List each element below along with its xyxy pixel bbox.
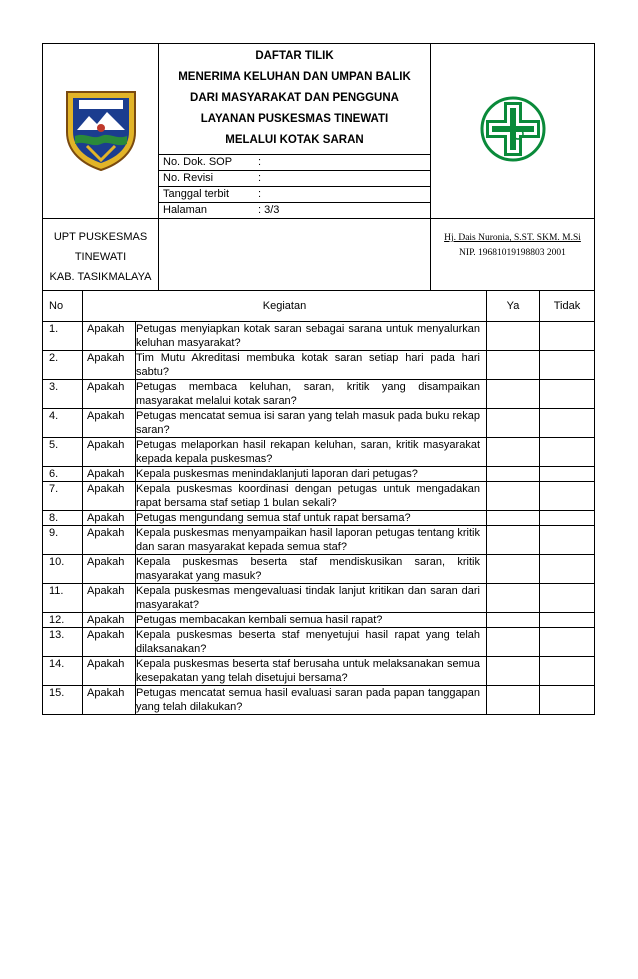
row-ya-checkbox[interactable]	[487, 482, 540, 511]
row-number: 2.	[43, 351, 83, 380]
row-tidak-checkbox[interactable]	[540, 584, 595, 613]
row-question-word: Apakah	[83, 380, 136, 409]
table-header-row	[43, 291, 595, 322]
row-ya-checkbox[interactable]	[487, 555, 540, 584]
row-question-word: Apakah	[83, 657, 136, 686]
row-activity-text: Petugas menyiapkan kotak saran sebagai sarana untuk menyalurkan keluhan masyarakat?	[136, 322, 487, 351]
row-ya-checkbox[interactable]	[487, 409, 540, 438]
checklist-table	[42, 290, 595, 715]
row-activity-text: Kepala puskesmas beserta staf berusaha untuk melaksanakan semua kesepakatan yang telah disetujui bersama?	[136, 657, 487, 686]
row-question-word: Apakah	[83, 467, 136, 482]
row-number: 4.	[43, 409, 83, 438]
row-tidak-checkbox[interactable]	[540, 628, 595, 657]
doc-subtitle-3: LAYANAN PUSKESMAS TINEWATI	[200, 113, 389, 125]
row-ya-checkbox[interactable]	[487, 438, 540, 467]
row-activity-text: Petugas melaporkan hasil rekapan keluhan, saran, kritik masyarakat kepada kepala puskesmas?	[136, 438, 487, 467]
row-number: 15.	[43, 686, 83, 715]
checklist-row	[43, 511, 595, 526]
row-tidak-checkbox[interactable]	[540, 555, 595, 584]
unit-line-3: KAB. TASIKMALAYA	[49, 271, 152, 283]
row-activity-text: Kepala puskesmas menindaklanjuti laporan dari petugas?	[136, 467, 487, 482]
row-number: 8.	[43, 511, 83, 526]
checklist-row	[43, 467, 595, 482]
row-tidak-checkbox[interactable]	[540, 409, 595, 438]
checklist-row	[43, 584, 595, 613]
checklist-row	[43, 657, 595, 686]
row-tidak-checkbox[interactable]	[540, 613, 595, 628]
row-question-word: Apakah	[83, 628, 136, 657]
signature-cell	[431, 219, 595, 291]
checklist-document	[42, 43, 594, 715]
row-number: 1.	[43, 322, 83, 351]
row-activity-text: Petugas mencatat semua isi saran yang telah masuk pada buku rekap saran?	[136, 409, 487, 438]
row-tidak-checkbox[interactable]	[540, 467, 595, 482]
row-ya-checkbox[interactable]	[487, 322, 540, 351]
unit-line-1: UPT PUSKESMAS	[53, 231, 148, 243]
doc-subtitle-2: DARI MASYARAKAT DAN PENGGUNA	[190, 92, 399, 104]
doc-title: DAFTAR TILIK	[255, 50, 334, 62]
row-activity-text: Kepala puskesmas mengevaluasi tindak lanjut kritikan dan saran dari masyarakat?	[136, 584, 487, 613]
checklist-row	[43, 613, 595, 628]
row-number: 14.	[43, 657, 83, 686]
row-activity-text: Petugas membaca keluhan, saran, kritik yang disampaikan masyarakat melalui kotak saran?	[136, 380, 487, 409]
meta-doc-number: No. Dok. SOP :	[159, 154, 430, 170]
row-number: 6.	[43, 467, 83, 482]
row-tidak-checkbox[interactable]	[540, 322, 595, 351]
row-number: 7.	[43, 482, 83, 511]
row-question-word: Apakah	[83, 511, 136, 526]
checklist-row	[43, 409, 595, 438]
row-question-word: Apakah	[83, 482, 136, 511]
row-question-word: Apakah	[83, 613, 136, 628]
col-tidak: Tidak	[540, 291, 595, 322]
meta-issue-date: Tanggal terbit :	[159, 186, 430, 202]
row-number: 13.	[43, 628, 83, 657]
signer-name: Hj. Dais Nuronia, S.ST. SKM. M.Si	[444, 233, 581, 243]
row-tidak-checkbox[interactable]	[540, 351, 595, 380]
row-tidak-checkbox[interactable]	[540, 482, 595, 511]
row-activity-text: Kepala puskesmas beserta staf menyetujui hasil rapat yang telah dilaksanakan?	[136, 628, 487, 657]
puskesmas-logo-cell	[431, 44, 595, 219]
col-ya: Ya	[487, 291, 540, 322]
row-ya-checkbox[interactable]	[487, 351, 540, 380]
row-number: 5.	[43, 438, 83, 467]
row-activity-text: Petugas mencatat semua hasil evaluasi saran pada papan tanggapan yang telah dilakukan?	[136, 686, 487, 715]
row-question-word: Apakah	[83, 584, 136, 613]
row-tidak-checkbox[interactable]	[540, 511, 595, 526]
checklist-row	[43, 482, 595, 511]
row-tidak-checkbox[interactable]	[540, 438, 595, 467]
row-question-word: Apakah	[83, 322, 136, 351]
row-tidak-checkbox[interactable]	[540, 657, 595, 686]
row-number: 10.	[43, 555, 83, 584]
checklist-row	[43, 438, 595, 467]
row-tidak-checkbox[interactable]	[540, 380, 595, 409]
col-no: No	[43, 291, 83, 322]
row-ya-checkbox[interactable]	[487, 511, 540, 526]
regency-crest-icon	[61, 86, 141, 172]
row-ya-checkbox[interactable]	[487, 628, 540, 657]
row-tidak-checkbox[interactable]	[540, 526, 595, 555]
row-question-word: Apakah	[83, 555, 136, 584]
row-question-word: Apakah	[83, 438, 136, 467]
puskesmas-logo-icon	[480, 96, 546, 162]
row-question-word: Apakah	[83, 526, 136, 555]
row-activity-text: Kepala puskesmas koordinasi dengan petugas untuk mengadakan rapat bersama staf setiap 1 bulan sekali?	[136, 482, 487, 511]
row-question-word: Apakah	[83, 351, 136, 380]
checklist-row	[43, 351, 595, 380]
row-ya-checkbox[interactable]	[487, 467, 540, 482]
regency-logo-cell	[43, 44, 159, 219]
row-question-word: Apakah	[83, 686, 136, 715]
unit-line-2: TINEWATI	[74, 251, 127, 263]
meta-page: Halaman : 3/3	[159, 202, 430, 218]
row-ya-checkbox[interactable]	[487, 380, 540, 409]
checklist-row	[43, 686, 595, 715]
row-number: 11.	[43, 584, 83, 613]
row-activity-text: Tim Mutu Akreditasi membuka kotak saran setiap hari pada hari sabtu?	[136, 351, 487, 380]
row-ya-checkbox[interactable]	[487, 526, 540, 555]
col-kegiatan: Kegiatan	[83, 291, 487, 322]
row-ya-checkbox[interactable]	[487, 613, 540, 628]
doc-subtitle-4: MELALUI KOTAK SARAN	[225, 134, 364, 146]
checklist-row	[43, 322, 595, 351]
row-activity-text: Petugas mengundang semua staf untuk rapat bersama?	[136, 511, 487, 526]
row-activity-text: Petugas membacakan kembali semua hasil rapat?	[136, 613, 487, 628]
unit-cell	[43, 219, 159, 291]
row-number: 3.	[43, 380, 83, 409]
checklist-row	[43, 628, 595, 657]
signer-nip: NIP. 19681019198803 2001	[459, 248, 566, 258]
title-cell	[159, 44, 431, 219]
checklist-row	[43, 555, 595, 584]
meta-revision: No. Revisi :	[159, 170, 430, 186]
doc-subtitle-1: MENERIMA KELUHAN DAN UMPAN BALIK	[178, 71, 411, 83]
checklist-row	[43, 526, 595, 555]
row-activity-text: Kepala puskesmas menyampaikan hasil laporan petugas tentang kritik dan saran masyarakat kepada semua staf?	[136, 526, 487, 555]
row-ya-checkbox[interactable]	[487, 657, 540, 686]
row-question-word: Apakah	[83, 409, 136, 438]
header-table	[42, 43, 595, 291]
row-tidak-checkbox[interactable]	[540, 686, 595, 715]
row-ya-checkbox[interactable]	[487, 584, 540, 613]
row-activity-text: Kepala puskesmas beserta staf mendiskusikan saran, kritik masyarakat yang masuk?	[136, 555, 487, 584]
row-ya-checkbox[interactable]	[487, 686, 540, 715]
checklist-row	[43, 380, 595, 409]
row-number: 9.	[43, 526, 83, 555]
row-number: 12.	[43, 613, 83, 628]
blank-cell	[159, 219, 431, 291]
